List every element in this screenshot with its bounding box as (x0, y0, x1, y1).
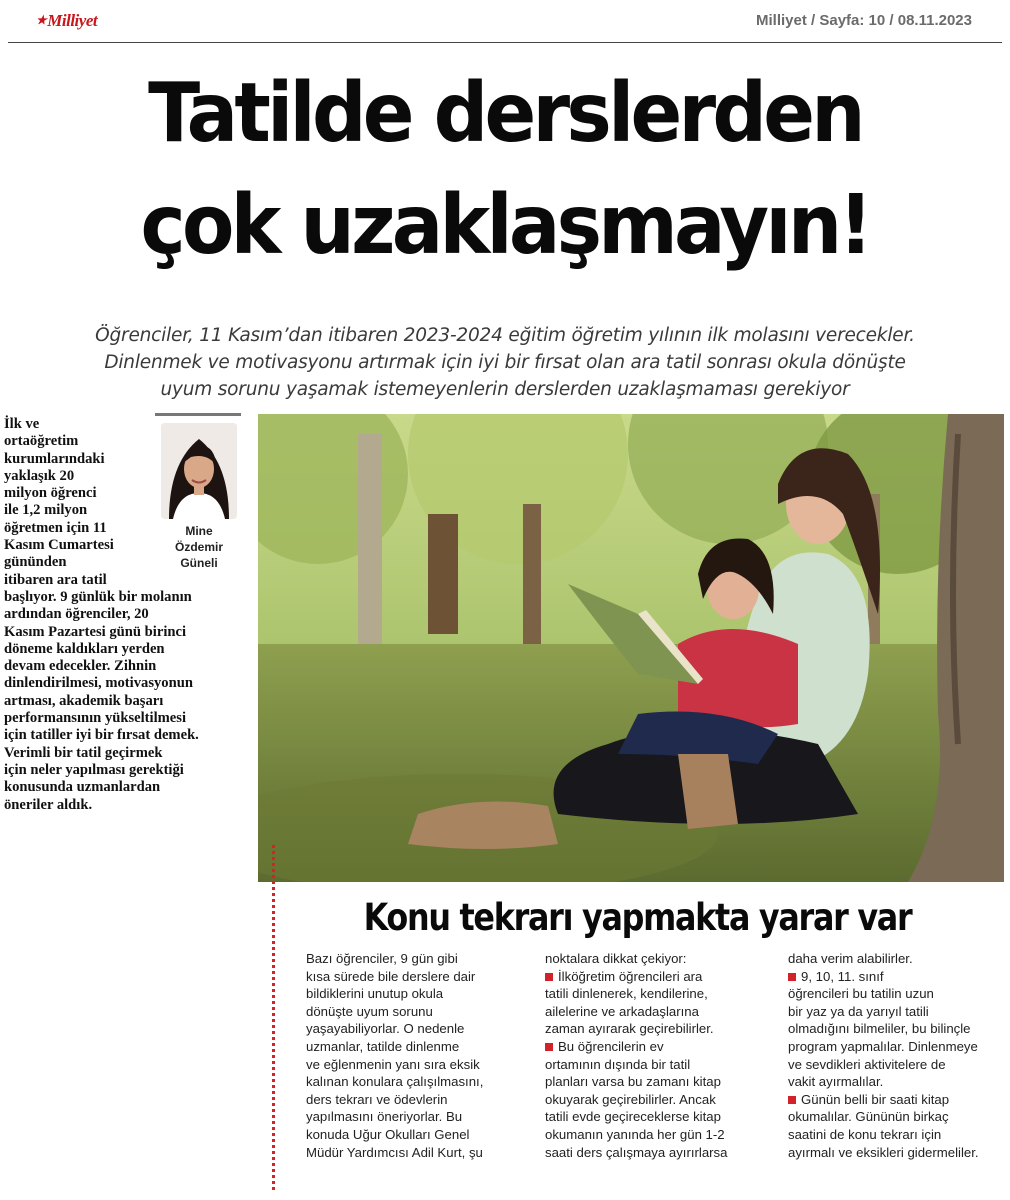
square-bullet-icon (788, 973, 796, 981)
body-line (545, 1126, 765, 1144)
body-line-text: daha verim alabilirler. (788, 951, 913, 966)
body-line (545, 1108, 765, 1126)
body-line-text: vakit ayırmalılar. (788, 1074, 884, 1090)
body-line: konuda Uğur Okulları Genel (306, 1126, 470, 1142)
body-line (788, 950, 1008, 968)
intro-text (4, 416, 254, 814)
intro-line: öğretmen için 11 (4, 519, 107, 536)
issue-info: Milliyet / Sayfa: 10 / 08.11.2023 (756, 12, 972, 29)
body-line: ve eğlenmenin yanı sıra eksik (306, 1056, 480, 1072)
body-line-text: öğrencileri bu tatilin uzun (788, 986, 934, 1002)
article-spot (0, 322, 1010, 403)
intro-line: Kasım Pazartesi günü birinci (4, 623, 187, 640)
body-line: Müdür Yardımcısı Adil Kurt, şu (306, 1144, 483, 1160)
body-line-text: okumalılar. Gününün birkaç (788, 1109, 949, 1125)
body-line (788, 1108, 1008, 1126)
body-line: ders tekrarı ve ödevlerin (306, 1091, 448, 1107)
body-line (788, 1144, 1008, 1162)
body-line: dönüşte uyum sorunu (306, 1003, 433, 1019)
square-bullet-icon (788, 1096, 796, 1104)
intro-line: milyon öğrenci (4, 485, 97, 502)
author-name-line-2: Özdemir (174, 540, 223, 554)
intro-line: için neler yapılması gerektiği (4, 761, 184, 778)
intro-line: başlıyor. 9 günlük bir molanın (4, 588, 192, 605)
body-line: yaşayabiliyorlar. O nedenle (306, 1021, 465, 1037)
body-line (545, 985, 765, 1003)
body-line (788, 1056, 1008, 1074)
headline-line-2: çok uzaklaşmayın! (140, 178, 870, 273)
intro-line: ile 1,2 milyon (4, 502, 88, 519)
body-line (788, 985, 1008, 1003)
intro-line: Verimli bir tatil geçirmek (4, 744, 163, 761)
body-line-text: okumanın yanında her gün 1-2 (545, 1126, 725, 1142)
body-line (788, 1003, 1008, 1021)
square-bullet-icon (545, 973, 553, 981)
intro-line: gününden (4, 554, 67, 571)
page-header (0, 0, 1010, 42)
body-line (545, 1056, 765, 1074)
author-name-line-3: Güneli (180, 556, 218, 570)
body-line-text: ortamının dışında bir tatil (545, 1056, 691, 1072)
body-line-text: noktalara dikkat çekiyor: (545, 951, 687, 966)
body-line (788, 1020, 1008, 1038)
section-dotted-rule (272, 845, 275, 1190)
body-column-3 (788, 950, 1008, 1161)
square-bullet-icon (545, 1043, 553, 1051)
body-line (545, 1144, 765, 1162)
headline (35, 58, 974, 282)
body-line-text: tatili dinlenerek, kendilerine, (545, 986, 708, 1002)
intro-line: ardından öğrenciler, 20 (4, 606, 149, 623)
body-line-text: program yapmalılar. Dinlenmeye (788, 1038, 978, 1054)
intro-line: dinlendirilmesi, motivasyonun (4, 675, 193, 692)
body-line (545, 1091, 765, 1109)
body-line: kısa sürede bile derslere dair (306, 968, 476, 984)
author-name-line-1: Mine (185, 524, 213, 538)
body-line-text: ailelerine ve arkadaşlarına (545, 1003, 699, 1019)
body-line: uzmanlar, tatilde dinlenme (306, 1038, 460, 1054)
body-line: kalınan konulara çalışılmasını, (306, 1074, 484, 1090)
body-line: Bazı öğrenciler, 9 gün gibi (306, 951, 458, 966)
intro-line: ortaöğretim (4, 433, 79, 450)
body-line (545, 950, 765, 968)
milliyet-logo (36, 11, 97, 31)
intro-line: devam edecekler. Zihnin (4, 658, 157, 675)
body-line-text: zaman ayırarak geçirebilirler. (545, 1021, 714, 1037)
body-line (788, 1038, 1008, 1056)
intro-line: İlk ve (4, 416, 40, 432)
headline-line-1: Tatilde derslerden (148, 66, 862, 161)
intro-line: itibaren ara tatil (4, 571, 107, 588)
intro-line: performansının yükseltilmesi (4, 710, 187, 727)
intro-line: öneriler aldık. (4, 796, 93, 813)
spot-line-2: Dinlenmek ve motivasyonu artırmak için iyi bir fırsat olan ara tatil sonrası okula dönüşte (104, 352, 906, 373)
body-line-text: saati ders çalışmaya ayırırlarsa (545, 1144, 728, 1160)
body-line (545, 1038, 765, 1056)
star-icon: ★ (36, 13, 47, 27)
body-line-text: ayırmalı ve eksikleri gidermeliler. (788, 1144, 979, 1160)
intro-line: yaklaşık 20 (4, 467, 75, 484)
body-line: bildiklerini unutup okula (306, 986, 444, 1002)
body-line (788, 968, 1008, 986)
body-line (545, 1073, 765, 1091)
body-line (545, 1020, 765, 1038)
body-line-text: Bu öğrencilerin ev (558, 1038, 664, 1054)
intro-line: döneme kaldıkları yerden (4, 640, 165, 657)
body-line-text: 9, 10, 11. sınıf (801, 968, 884, 984)
body-line-text: Günün belli bir saati kitap (801, 1091, 950, 1107)
body-column-1 (306, 950, 526, 1161)
body-line-text: tatili evde geçireceklerse kitap (545, 1109, 721, 1125)
intro-line: artması, akademik başarı (4, 692, 164, 709)
body-line (788, 1126, 1008, 1144)
intro-line: Kasım Cumartesi (4, 537, 114, 554)
header-divider (8, 42, 1002, 43)
body-line (545, 968, 765, 986)
intro-line: kurumlarındaki (4, 450, 105, 467)
body-line (788, 1073, 1008, 1091)
logo-text: Milliyet (47, 11, 98, 30)
body-line: yapılmasını öneriyorlar. Bu (306, 1109, 463, 1125)
body-line (788, 1091, 1008, 1109)
sub-headline: Konu tekrarı yapmakta yarar var (363, 896, 912, 939)
intro-line: konusunda uzmanlardan (4, 779, 161, 796)
body-line-text: İlköğretim öğrencileri ara (558, 968, 703, 984)
body-line-text: okuyarak geçirebilirler. Ancak (545, 1091, 716, 1107)
spot-line-3: uyum sorunu yaşamak istemeyenlerin derslerden uzaklaşmaması gerekiyor (160, 379, 850, 400)
body-line-text: bir yaz ya da yarıyıl tatili (788, 1003, 929, 1019)
intro-line: için tatiller iyi bir fırsat demek. (4, 727, 199, 744)
body-column-2 (545, 950, 765, 1161)
body-line-text: olmadığını bilmeliler, bu bilinçle (788, 1021, 971, 1037)
body-line (545, 1003, 765, 1021)
article-photo (258, 414, 1004, 882)
body-line-text: ve sevdikleri aktivitelere de (788, 1056, 946, 1072)
body-line-text: planları varsa bu zamanı kitap (545, 1074, 721, 1090)
body-line-text: saatini de konu tekrarı için (788, 1126, 942, 1142)
spot-line-1: Öğrenciler, 11 Kasım’dan itibaren 2023-2024 eğitim öğretim yılının ilk molasını verecekler. (95, 325, 915, 346)
